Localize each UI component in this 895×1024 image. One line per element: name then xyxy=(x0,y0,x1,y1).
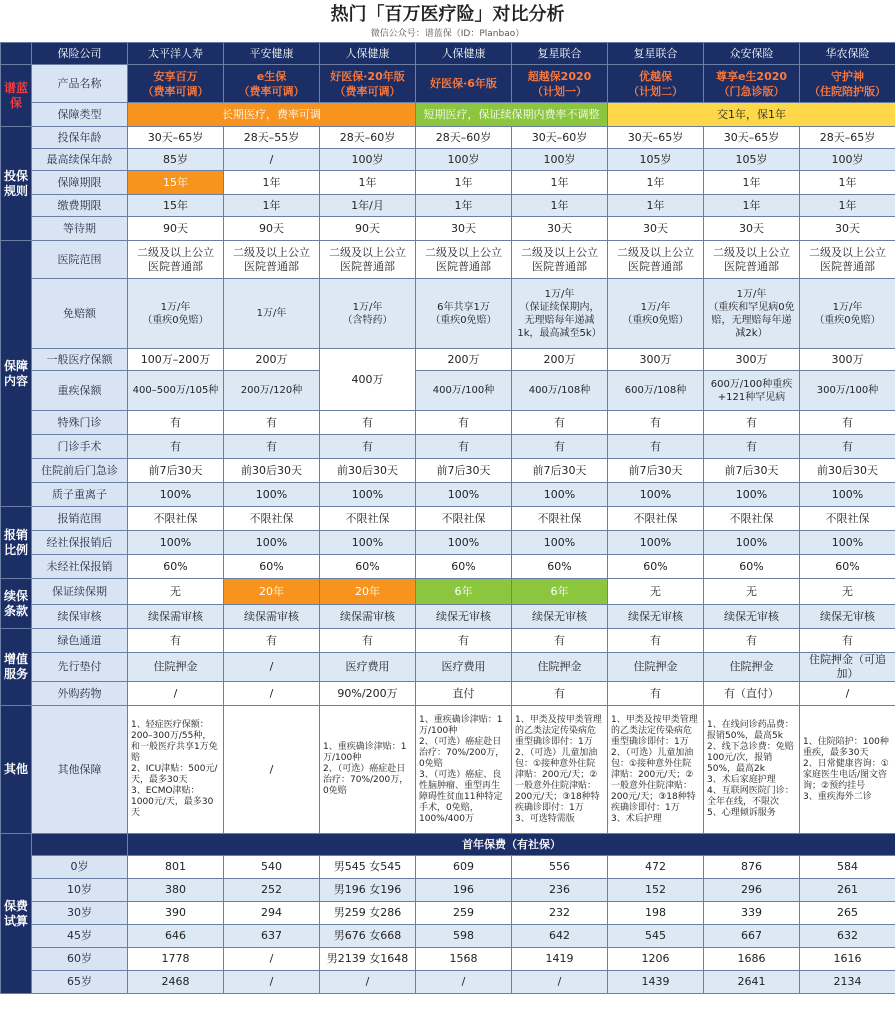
value-cell: 续保需审核 xyxy=(224,605,320,629)
premium-value: 598 xyxy=(416,925,512,948)
product-label: 产品名称 xyxy=(32,65,128,103)
value-cell: 30天 xyxy=(512,217,608,241)
value-cell: / xyxy=(224,149,320,171)
premium-value: 259 xyxy=(416,902,512,925)
value-cell: 有 xyxy=(416,435,512,459)
row-label-period: 保障期限 xyxy=(32,171,128,195)
premium-value: 876 xyxy=(704,856,800,879)
value-cell: 1万/年 （含特药） xyxy=(320,279,416,349)
value-cell: 住院押金 xyxy=(512,653,608,682)
value-cell: 90天 xyxy=(224,217,320,241)
value-cell: 有 xyxy=(704,435,800,459)
value-cell: 无 xyxy=(128,579,224,605)
premium-header-blank xyxy=(32,834,128,856)
value-cell: 60% xyxy=(608,555,704,579)
value-cell: 住院押金 xyxy=(608,653,704,682)
value-cell: 不限社保 xyxy=(512,507,608,531)
value-cell: 不限社保 xyxy=(320,507,416,531)
premium-age: 45岁 xyxy=(32,925,128,948)
premium-value: 642 xyxy=(512,925,608,948)
value-cell: 有 xyxy=(608,629,704,653)
value-cell: 有 xyxy=(608,435,704,459)
product-name: 守护神 （住院陪护版） xyxy=(800,65,895,103)
value-cell: 28天–65岁 xyxy=(800,127,895,149)
page-header xyxy=(0,0,895,42)
premium-value: 294 xyxy=(224,902,320,925)
row-label-critical: 重疾保额 xyxy=(32,371,128,411)
section-reimburse: 报销 比例 xyxy=(1,507,32,579)
premium-value: 男676 女668 xyxy=(320,925,416,948)
value-cell: 100万–200万 xyxy=(128,349,224,371)
page-title: 热门「百万医疗险」对比分析 xyxy=(330,4,565,25)
value-cell: 1年/月 xyxy=(320,195,416,217)
value-cell: 100% xyxy=(416,531,512,555)
value-cell: 有 xyxy=(512,629,608,653)
premium-value: 632 xyxy=(800,925,895,948)
value-cell: 有 xyxy=(320,629,416,653)
value-cell: 20年 xyxy=(320,579,416,605)
row-label-guarantee: 保证续保期 xyxy=(32,579,128,605)
value-cell: 300万 xyxy=(704,349,800,371)
value-cell: 直付 xyxy=(416,682,512,706)
value-cell: 医疗费用 xyxy=(416,653,512,682)
value-cell: 1万/年 xyxy=(224,279,320,349)
premium-value: 472 xyxy=(608,856,704,879)
row-label-scope: 报销范围 xyxy=(32,507,128,531)
value-cell: 100% xyxy=(608,531,704,555)
value-cell: 30天 xyxy=(416,217,512,241)
section-other: 其他 xyxy=(1,706,32,834)
premium-value: 667 xyxy=(704,925,800,948)
value-cell: 有 xyxy=(512,411,608,435)
value-cell: 200万 xyxy=(416,349,512,371)
value-cell: 1年 xyxy=(416,195,512,217)
value-cell: 1万/年 （重疾0免赔） xyxy=(800,279,895,349)
value-cell: 1万/年 （重疾0免赔） xyxy=(128,279,224,349)
value-cell: 续保需审核 xyxy=(128,605,224,629)
value-cell: 30天–65岁 xyxy=(608,127,704,149)
value-cell: 30天–60岁 xyxy=(512,127,608,149)
type-label: 保障类型 xyxy=(32,103,128,127)
row-label-special_clinic: 特殊门诊 xyxy=(32,411,128,435)
value-cell: 28天–60岁 xyxy=(320,127,416,149)
other-benefits-cell: 1、重疾确诊津贴：1万/100种 2、（可选）癌症赴日治疗：70%/200万，0免赔 3、（可选）癌症、良性脑肿瘤、重型再生障碍性贫血11种特定手术，0免赔，100%/400万 xyxy=(416,706,512,834)
product-name: e生保 （费率可调） xyxy=(224,65,320,103)
value-cell: 100% xyxy=(800,531,895,555)
premium-value: 1419 xyxy=(512,948,608,971)
value-cell: 1年 xyxy=(224,195,320,217)
value-cell: 60% xyxy=(512,555,608,579)
value-cell: 二级及以上公立 医院普通部 xyxy=(416,241,512,279)
value-cell: 300万 xyxy=(608,349,704,371)
value-cell: 续保无审核 xyxy=(512,605,608,629)
value-cell: 续保无审核 xyxy=(608,605,704,629)
premium-age: 10岁 xyxy=(32,879,128,902)
premium-value: 1686 xyxy=(704,948,800,971)
premium-value: 2641 xyxy=(704,971,800,994)
value-cell: 无 xyxy=(704,579,800,605)
row-label-hospital: 医院范围 xyxy=(32,241,128,279)
value-cell: 300万 xyxy=(800,349,895,371)
premium-value: 男196 女196 xyxy=(320,879,416,902)
premium-age: 60岁 xyxy=(32,948,128,971)
value-cell: 不限社保 xyxy=(800,507,895,531)
value-cell: 住院押金 xyxy=(128,653,224,682)
value-cell: 续保无审核 xyxy=(800,605,895,629)
premium-value: 261 xyxy=(800,879,895,902)
other-benefits-cell: 1、轻症医疗保额：200–300万/55种，和一般医疗共享1万免赔 2、ICU津贴：500元/天，最多30天 3、ECMO津贴：1000元/天，最多30天 xyxy=(128,706,224,834)
value-cell: 二级及以上公立 医院普通部 xyxy=(800,241,895,279)
value-cell: 二级及以上公立 医院普通部 xyxy=(128,241,224,279)
product-name: 安享百万 （费率可调） xyxy=(128,65,224,103)
value-cell: 有 xyxy=(512,682,608,706)
value-cell: 有 xyxy=(704,629,800,653)
value-cell: 有 xyxy=(608,411,704,435)
value-cell: 60% xyxy=(128,555,224,579)
premium-value: 339 xyxy=(704,902,800,925)
product-name: 优越保 （计划二） xyxy=(608,65,704,103)
value-cell: 续保需审核 xyxy=(320,605,416,629)
value-cell: 前7后30天 xyxy=(512,459,608,483)
value-cell: 有 xyxy=(800,629,895,653)
value-cell: / xyxy=(128,682,224,706)
section-value_added: 增值 服务 xyxy=(1,629,32,706)
value-cell: 1年 xyxy=(320,171,416,195)
premium-value: / xyxy=(320,971,416,994)
premium-value: 637 xyxy=(224,925,320,948)
premium-value: 232 xyxy=(512,902,608,925)
premium-value: 609 xyxy=(416,856,512,879)
value-cell: 有（直付） xyxy=(704,682,800,706)
value-cell: 有 xyxy=(512,435,608,459)
value-cell: 有 xyxy=(128,435,224,459)
value-cell: 有 xyxy=(128,629,224,653)
value-cell: 30天 xyxy=(704,217,800,241)
other-benefits-cell: 1、重疾确诊津贴：1万/100种 2、（可选）癌症赴日治疗：70%/200万，0免赔 xyxy=(320,706,416,834)
value-cell: 100% xyxy=(224,483,320,507)
value-cell: 28天–55岁 xyxy=(224,127,320,149)
row-label-pre_post: 住院前后门急诊 xyxy=(32,459,128,483)
premium-value: 236 xyxy=(512,879,608,902)
section-renewal: 续保 条款 xyxy=(1,579,32,629)
page-subtitle: 微信公众号：谱蓝保（ID：Planbao） xyxy=(370,29,525,39)
company-name: 复星联合 xyxy=(512,43,608,65)
value-cell: 有 xyxy=(224,411,320,435)
value-cell: 1万/年 （重疾和罕见病0免 赔，无理赔每年递 减2k） xyxy=(704,279,800,349)
row-label-general: 一般医疗保额 xyxy=(32,349,128,371)
type-group-short: 短期医疗，保证续保期内费率不调整 xyxy=(416,103,608,127)
premium-value: 252 xyxy=(224,879,320,902)
type-group-long: 长期医疗，费率可调 xyxy=(128,103,416,127)
value-cell: 有 xyxy=(704,411,800,435)
value-cell: / xyxy=(800,682,895,706)
value-cell: 100% xyxy=(416,483,512,507)
value-cell: 1年 xyxy=(704,195,800,217)
premium-value: 152 xyxy=(608,879,704,902)
value-cell: 6年 xyxy=(416,579,512,605)
value-cell: 400万/100种 xyxy=(416,371,512,411)
product-name: 超越保2020 （计划一） xyxy=(512,65,608,103)
premium-age: 0岁 xyxy=(32,856,128,879)
value-cell: 30天 xyxy=(608,217,704,241)
other-benefits-cell: 1、甲类及按甲类管理的乙类法定传染病危重型确诊即付：1万 2、（可选）儿童加油包：①接种意外住院津贴：200元/天；②一般意外住院津贴：200元/天；③18种特疾确诊即付：1万 3、可选特需版 xyxy=(512,706,608,834)
premium-value: 801 xyxy=(128,856,224,879)
value-cell: 续保无审核 xyxy=(704,605,800,629)
value-cell: 前7后30天 xyxy=(128,459,224,483)
row-label-green: 绿色通道 xyxy=(32,629,128,653)
value-cell: 有 xyxy=(800,435,895,459)
value-cell: 100岁 xyxy=(320,149,416,171)
value-cell: 100% xyxy=(512,483,608,507)
companies-label: 保险公司 xyxy=(32,43,128,65)
premium-value: 556 xyxy=(512,856,608,879)
row-label-drugs: 外购药物 xyxy=(32,682,128,706)
row-label-clinic_surgery: 门诊手术 xyxy=(32,435,128,459)
value-cell: 1年 xyxy=(800,171,895,195)
row-label-age: 投保年龄 xyxy=(32,127,128,149)
other-benefits-cell: 1、在线问诊药品费：报销50%，最高5k 2、线下急诊费：免赔100元/次，报销50%，最高2k 3、术后家庭护理 4、互联网医院门诊：全年在线，不限次 5、心理倾诉服务 xyxy=(704,706,800,834)
value-cell: 1年 xyxy=(608,195,704,217)
value-cell: 1年 xyxy=(512,171,608,195)
row-label-advance: 先行垫付 xyxy=(32,653,128,682)
premium-value: / xyxy=(512,971,608,994)
value-cell: 不限社保 xyxy=(128,507,224,531)
value-cell: 不限社保 xyxy=(704,507,800,531)
premium-value: 196 xyxy=(416,879,512,902)
value-cell: 200万/120种 xyxy=(224,371,320,411)
value-cell: 有 xyxy=(224,435,320,459)
other-benefits-cell: 1、住院陪护：100种重疾，最多30天 2、日常健康咨询：①家庭医生电话/图文咨询；②预约挂号 3、重疾海外二诊 xyxy=(800,706,895,834)
premium-value: 男2139 女1648 xyxy=(320,948,416,971)
premium-value: / xyxy=(224,948,320,971)
value-cell: 1万/年 （重疾0免赔） xyxy=(608,279,704,349)
premium-age: 30岁 xyxy=(32,902,128,925)
product-name: 好医保·6年版 xyxy=(416,65,512,103)
premium-value: 296 xyxy=(704,879,800,902)
value-cell: 600万/108种 xyxy=(608,371,704,411)
value-cell: 400万/108种 xyxy=(512,371,608,411)
value-cell: 二级及以上公立 医院普通部 xyxy=(224,241,320,279)
value-cell: 200万 xyxy=(224,349,320,371)
premium-value: 1439 xyxy=(608,971,704,994)
value-cell: 医疗费用 xyxy=(320,653,416,682)
value-cell: 100% xyxy=(320,531,416,555)
section-premium: 保费 试算 xyxy=(1,834,32,994)
value-cell: 不限社保 xyxy=(224,507,320,531)
premium-value: 1778 xyxy=(128,948,224,971)
value-cell: 400–500万/105种 xyxy=(128,371,224,411)
value-cell: 600万/100种重疾 +121种罕见病 xyxy=(704,371,800,411)
value-cell: 有 xyxy=(608,682,704,706)
value-cell: 100% xyxy=(608,483,704,507)
value-cell: 300万/100种 xyxy=(800,371,895,411)
company-name: 人保健康 xyxy=(416,43,512,65)
row-label-review: 续保审核 xyxy=(32,605,128,629)
premium-value: 584 xyxy=(800,856,895,879)
value-cell: 100% xyxy=(320,483,416,507)
premium-value: 2134 xyxy=(800,971,895,994)
row-label-without_si: 未经社保报销 xyxy=(32,555,128,579)
value-cell: 前30后30天 xyxy=(224,459,320,483)
company-name: 人保健康 xyxy=(320,43,416,65)
value-cell: 28天–60岁 xyxy=(416,127,512,149)
value-cell: 前7后30天 xyxy=(608,459,704,483)
row-label-proton: 质子重离子 xyxy=(32,483,128,507)
product-name: 好医保·20年版 （费率可调） xyxy=(320,65,416,103)
product-name: 尊享e生2020 （门急诊版） xyxy=(704,65,800,103)
value-cell: 有 xyxy=(416,629,512,653)
value-cell: 100岁 xyxy=(800,149,895,171)
value-cell: 前7后30天 xyxy=(416,459,512,483)
premium-value: 265 xyxy=(800,902,895,925)
value-cell: 6年 xyxy=(512,579,608,605)
value-cell: 有 xyxy=(128,411,224,435)
value-cell: 15年 xyxy=(128,171,224,195)
value-cell: 二级及以上公立 医院普通部 xyxy=(320,241,416,279)
section-rules: 投保 规则 xyxy=(1,127,32,241)
value-cell: 100% xyxy=(128,531,224,555)
premium-value: 1206 xyxy=(608,948,704,971)
value-cell: 二级及以上公立 医院普通部 xyxy=(608,241,704,279)
value-cell: 105岁 xyxy=(704,149,800,171)
value-cell: 1年 xyxy=(704,171,800,195)
value-cell: 200万 xyxy=(512,349,608,371)
value-cell: 1年 xyxy=(416,171,512,195)
value-cell: 85岁 xyxy=(128,149,224,171)
premium-header: 首年保费（有社保） xyxy=(128,834,895,856)
value-cell: 100岁 xyxy=(416,149,512,171)
value-cell: / xyxy=(224,653,320,682)
premium-value: 540 xyxy=(224,856,320,879)
value-cell: 60% xyxy=(416,555,512,579)
value-cell: 100% xyxy=(128,483,224,507)
value-cell: 100% xyxy=(800,483,895,507)
value-cell: 不限社保 xyxy=(416,507,512,531)
other-benefits-cell: / xyxy=(224,706,320,834)
value-cell: 30天 xyxy=(800,217,895,241)
premium-value: 390 xyxy=(128,902,224,925)
value-cell: 30天–65岁 xyxy=(704,127,800,149)
value-cell: 无 xyxy=(608,579,704,605)
premium-value: 男259 女286 xyxy=(320,902,416,925)
value-cell: 有 xyxy=(320,411,416,435)
brand-label: 谱蓝保 xyxy=(1,65,32,127)
company-name: 太平洋人寿 xyxy=(128,43,224,65)
value-cell: 60% xyxy=(224,555,320,579)
value-cell: 20年 xyxy=(224,579,320,605)
value-cell: 100% xyxy=(704,483,800,507)
company-name: 复星联合 xyxy=(608,43,704,65)
premium-value: 198 xyxy=(608,902,704,925)
value-cell: / xyxy=(224,682,320,706)
value-cell: 100% xyxy=(704,531,800,555)
value-cell: 1万/年 （保证续保期内， 无理赔每年递减 1k，最高减至5k） xyxy=(512,279,608,349)
value-cell: 有 xyxy=(320,435,416,459)
value-cell: 100岁 xyxy=(512,149,608,171)
corner-cell xyxy=(1,43,32,65)
type-group-annual: 交1年，保1年 xyxy=(608,103,895,127)
value-cell: 前30后30天 xyxy=(800,459,895,483)
company-name: 众安保险 xyxy=(704,43,800,65)
value-cell: 1年 xyxy=(224,171,320,195)
value-cell: 60% xyxy=(320,555,416,579)
value-cell: 有 xyxy=(416,411,512,435)
premium-value: 2468 xyxy=(128,971,224,994)
premium-value: / xyxy=(224,971,320,994)
premium-value: 545 xyxy=(608,925,704,948)
value-cell: 有 xyxy=(800,411,895,435)
premium-value: 男545 女545 xyxy=(320,856,416,879)
row-label-deductible: 免赔额 xyxy=(32,279,128,349)
value-cell: 60% xyxy=(800,555,895,579)
value-cell: 有 xyxy=(224,629,320,653)
value-cell: 二级及以上公立 医院普通部 xyxy=(512,241,608,279)
value-cell: 1年 xyxy=(800,195,895,217)
value-cell: 不限社保 xyxy=(608,507,704,531)
value-cell: 90天 xyxy=(320,217,416,241)
premium-value: 380 xyxy=(128,879,224,902)
section-coverage: 保障 内容 xyxy=(1,241,32,507)
premium-value: 646 xyxy=(128,925,224,948)
value-cell: 90%/200万 xyxy=(320,682,416,706)
premium-value: / xyxy=(416,971,512,994)
value-cell: 6年共享1万 （重疾0免赔） xyxy=(416,279,512,349)
value-cell: 前7后30天 xyxy=(704,459,800,483)
value-cell: 住院押金 xyxy=(704,653,800,682)
company-name: 华农保险 xyxy=(800,43,895,65)
value-cell: 100% xyxy=(224,531,320,555)
company-name: 平安健康 xyxy=(224,43,320,65)
value-cell: 1年 xyxy=(512,195,608,217)
value-cell: 105岁 xyxy=(608,149,704,171)
value-cell: 二级及以上公立 医院普通部 xyxy=(704,241,800,279)
value-cell: 15年 xyxy=(128,195,224,217)
value-cell: 60% xyxy=(704,555,800,579)
premium-value: 1568 xyxy=(416,948,512,971)
other-benefits-cell: 1、甲类及按甲类管理的乙类法定传染病危重型确诊即付：1万 2、（可选）儿童加油包：①接种意外住院津贴：200元/天；②一般意外住院津贴：200元/天；③18种特疾确诊即付：1万 3、术后护理 xyxy=(608,706,704,834)
value-cell: 90天 xyxy=(128,217,224,241)
value-cell: 1年 xyxy=(608,171,704,195)
value-cell: 前30后30天 xyxy=(320,459,416,483)
row-label-max_renew: 最高续保年龄 xyxy=(32,149,128,171)
value-cell: 住院押金（可追加） xyxy=(800,653,895,682)
row-label-other: 其他保障 xyxy=(32,706,128,834)
premium-value: 1616 xyxy=(800,948,895,971)
value-cell-merged: 400万 xyxy=(320,349,416,411)
row-label-wait: 等待期 xyxy=(32,217,128,241)
value-cell: 30天–65岁 xyxy=(128,127,224,149)
row-label-with_si: 经社保报销后 xyxy=(32,531,128,555)
row-label-pay: 缴费期限 xyxy=(32,195,128,217)
value-cell: 无 xyxy=(800,579,895,605)
premium-age: 65岁 xyxy=(32,971,128,994)
value-cell: 100% xyxy=(512,531,608,555)
value-cell: 续保无审核 xyxy=(416,605,512,629)
comparison-table xyxy=(0,42,895,994)
